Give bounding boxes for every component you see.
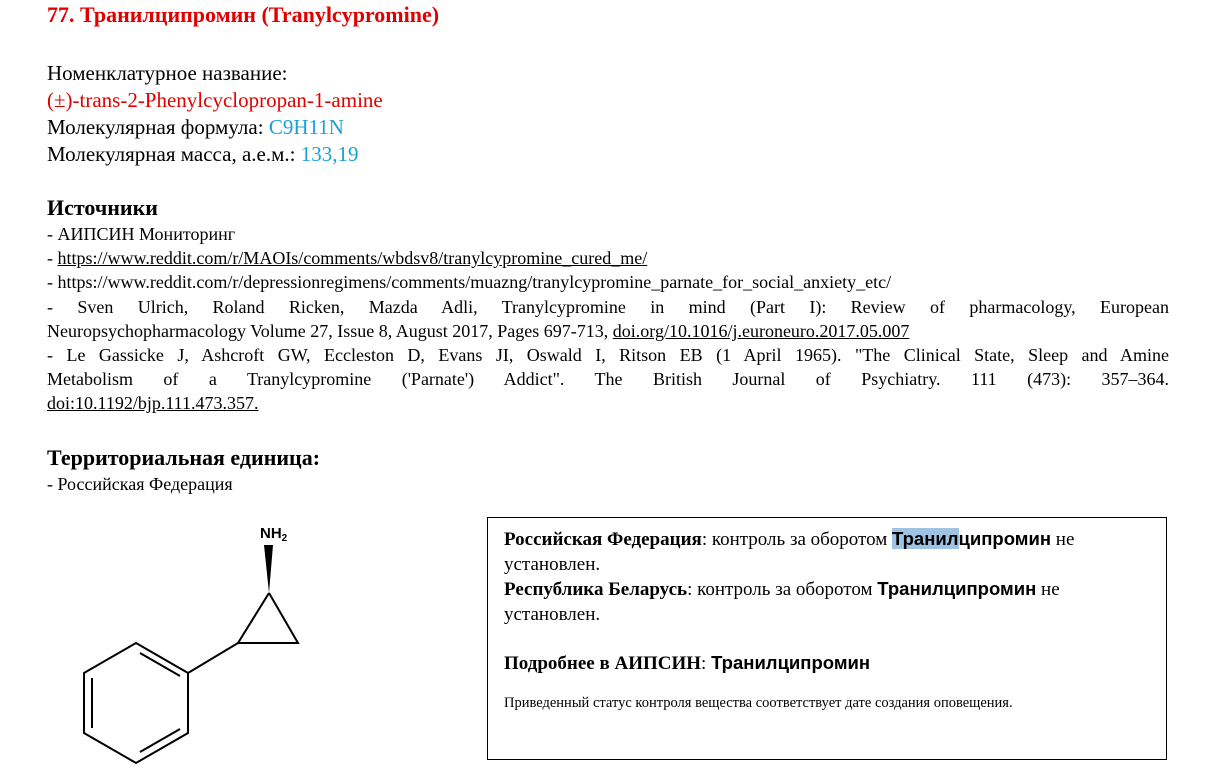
phenyl-bond bbox=[188, 643, 238, 673]
control-status-box bbox=[487, 517, 1167, 760]
source-link-doi-euroneuro[interactable]: doi.org/10.1016/j.euroneuro.2017.05.007 bbox=[612, 320, 910, 341]
aipsin-link[interactable]: Транилципромин bbox=[711, 652, 871, 673]
status-note: Приведенный статус контроля вещества соответствует дате создания оповещения. bbox=[504, 694, 1013, 711]
territory-item: - Российская Федерация bbox=[47, 474, 233, 494]
sources-heading: Источники bbox=[47, 195, 158, 220]
structure-diagram bbox=[60, 515, 320, 770]
source-item: - Sven Ulrich, Roland Ricken, Mazda Adli, Tranylcypromine in mind (Part I): Review of pharmacology, European bbox=[47, 296, 1169, 317]
source-item: - https://www.reddit.com/r/MAOIs/comments/wbdsv8/tranylcypromine_cured_me/ bbox=[47, 248, 648, 269]
cyclopropane-ring bbox=[238, 593, 298, 643]
source-item: - АИПСИН Мониторинг bbox=[47, 224, 236, 244]
territory-heading: Территориальная единица: bbox=[47, 445, 321, 470]
sources-list bbox=[47, 222, 1169, 416]
source-item-continued: Neuropsychopharmacology Volume 27, Issue 8, August 2017, Pages 697-713, doi.org/10.1016/j.euroneuro.2017.05.007 bbox=[47, 320, 910, 341]
benzene-ring bbox=[84, 643, 188, 763]
iupac-name: (±)-trans-2-Phenylcyclopropan-1-amine bbox=[47, 88, 383, 112]
nomenclature-block bbox=[47, 60, 383, 168]
status-rf: Российская Федерация: контроль за оборотом Транилципромин не установлен. bbox=[504, 528, 1075, 575]
formula-row bbox=[47, 114, 383, 141]
source-item-continued bbox=[47, 391, 1169, 415]
source-link-doi-bjp[interactable]: doi:10.1192/bjp.111.473.357. bbox=[47, 393, 259, 414]
source-item: - Le Gassicke J, Ashcroft GW, Eccleston D, Evans JI, Oswald I, Ritson EB (1 April 1965). "The Clinical State, Sleep and Amine bbox=[47, 345, 1169, 366]
formula-value: C9H11N bbox=[268, 115, 344, 139]
wedge-bond bbox=[264, 545, 273, 593]
mass-row bbox=[47, 141, 383, 168]
nomenclature-label: Номенклатурное название: bbox=[47, 61, 288, 85]
source-item-continued: Metabolism of a Tranylcypromine ('Parnate') Addict". The British Journal of Psychiatry. 111 (473): 357–364. bbox=[47, 369, 1169, 390]
source-link-reddit-maois[interactable]: https://www.reddit.com/r/MAOIs/comments/wbdsv8/tranylcypromine_cured_me/ bbox=[57, 248, 648, 269]
amine-group-label: $NH_2$ bbox=[260, 525, 288, 544]
page-title: 77. Транилципромин (Tranylcypromine) bbox=[47, 2, 440, 27]
mass-label: Молекулярная масса, а.е.м.: bbox=[47, 142, 296, 166]
formula-label: Молекулярная формула: bbox=[47, 115, 264, 139]
more-info-row: Подробнее в АИПСИН: Транилципромин bbox=[504, 652, 871, 674]
status-rb: Республика Беларусь: контроль за оборотом Транилципромин не установлен. bbox=[504, 578, 1060, 625]
mass-value: 133,19 bbox=[300, 142, 359, 166]
source-item: - https://www.reddit.com/r/depressionregimens/comments/muazng/tranylcypromine_parnate_for_social_anxiety_etc/ bbox=[47, 272, 892, 293]
